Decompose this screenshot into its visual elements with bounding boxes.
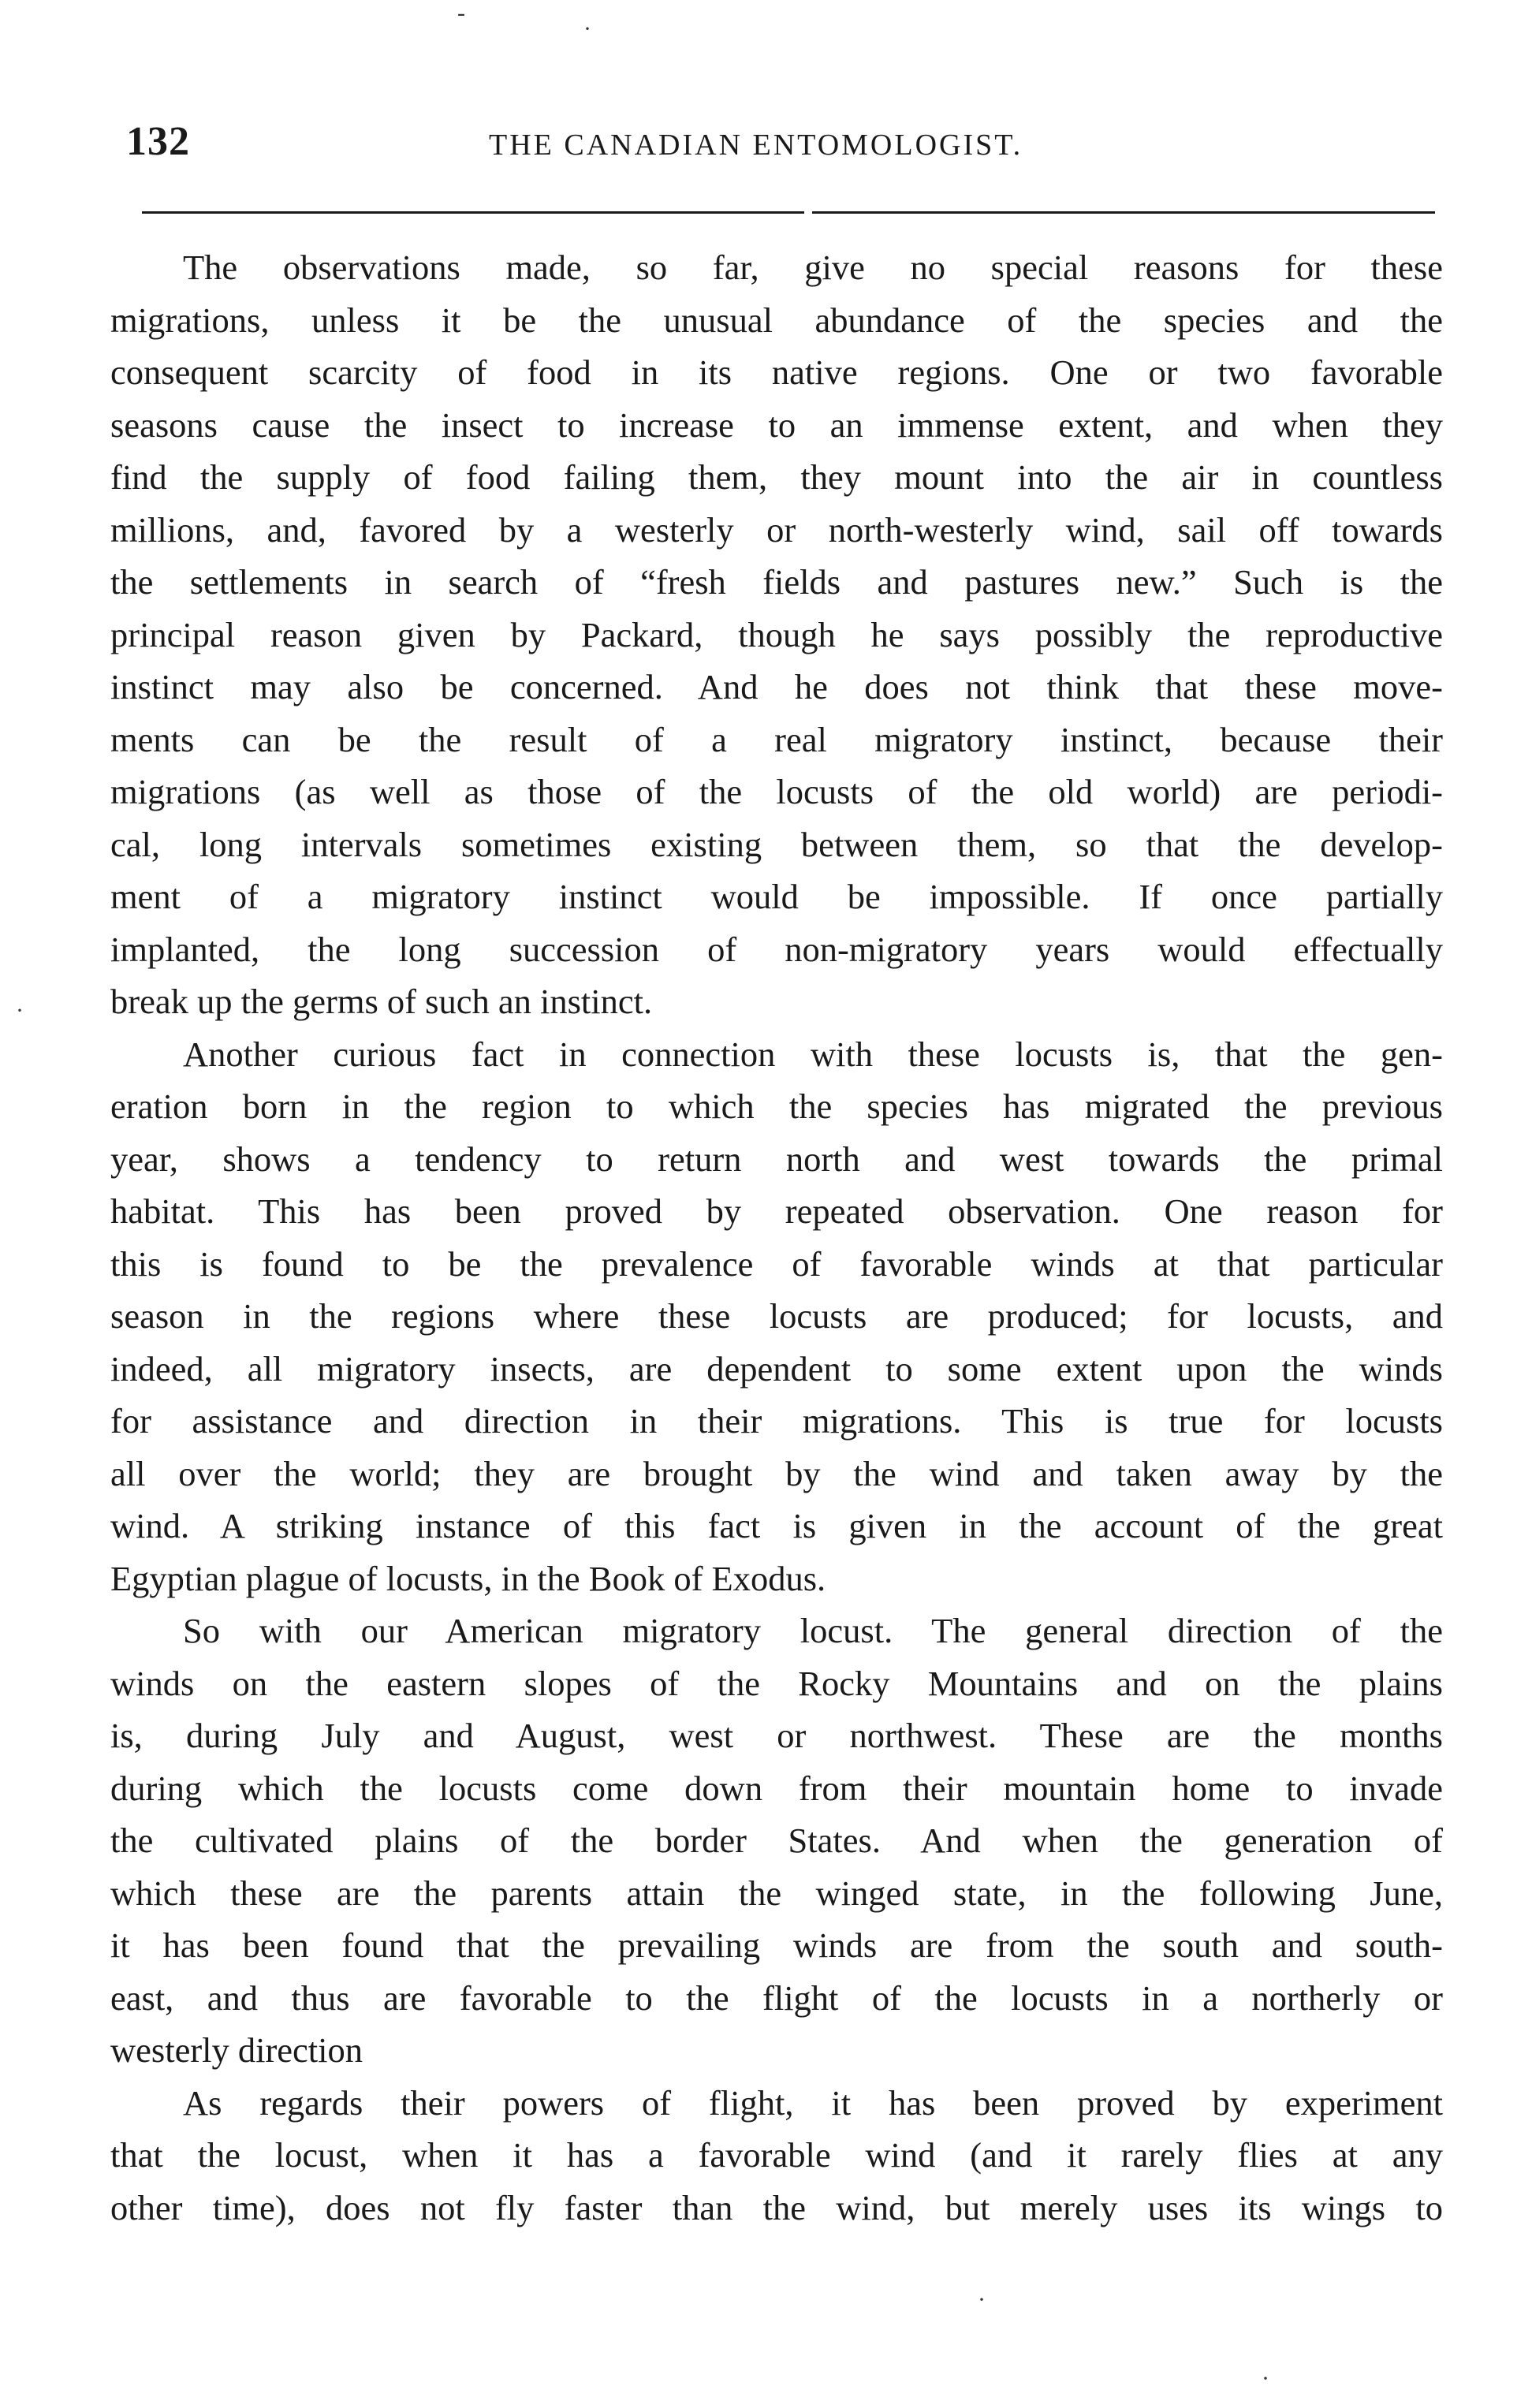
text-line: east, and thus are favorable to the flight of the locusts in a northerly or	[110, 1977, 1443, 2018]
text-line: So with our American migratory locust. The general direction of the	[183, 1611, 1443, 1650]
text-line: westerly direction	[110, 2030, 363, 2070]
text-line: season in the regions where these locusts are produced; for locusts, and	[110, 1296, 1443, 1336]
text-line: migrations, unless it be the unusual abundance of the species and the	[110, 300, 1443, 340]
text-line: habitat. This has been proved by repeated observation. One reason for	[110, 1191, 1443, 1231]
text-line: that the locust, when it has a favorable wind (and it rarely flies at any	[110, 2135, 1443, 2175]
text-line: seasons cause the insect to increase to an immense extent, and when they	[110, 404, 1443, 445]
text-line: winds on the eastern slopes of the Rocky Mountains and on the plains	[110, 1663, 1443, 1703]
text-line: As regards their powers of flight, it has been proved by experiment	[183, 2082, 1443, 2123]
text-line: the cultivated plains of the border States. And when the generation of	[110, 1821, 1443, 1860]
text-line: other time), does not fly faster than the wind, but merely uses its wings to	[110, 2187, 1443, 2227]
text-line: all over the world; they are brought by the wind and taken away by the	[110, 1453, 1443, 1493]
text-line: year, shows a tendency to return north and west towards the primal	[110, 1139, 1443, 1179]
text-line: ments can be the result of a real migratory instinct, because their	[110, 719, 1443, 759]
text-line: wind. A striking instance of this fact is given in the account of the great	[110, 1506, 1443, 1545]
body-text	[110, 241, 1443, 2234]
header-rule-right	[812, 211, 1435, 214]
header-rule-left	[142, 211, 804, 214]
text-line: migrations (as well as those of the locusts of the old world) are periodi-	[110, 772, 1443, 811]
print-speck: ·	[583, 16, 591, 42]
print-speck: -	[457, 0, 465, 26]
paragraph-4	[110, 2077, 1443, 2235]
text-line: it has been found that the prevailing winds are from the south and south-	[110, 1925, 1443, 1965]
paragraph-1	[110, 241, 1443, 1028]
text-line: principal reason given by Packard, though he says possibly the reproductive	[110, 614, 1443, 654]
running-head	[126, 118, 1435, 173]
text-line: indeed, all migratory insects, are dependent to some extent upon the winds	[110, 1348, 1443, 1389]
text-line: break up the germs of such an instinct.	[110, 982, 653, 1021]
journal-title: THE CANADIAN ENTOMOLOGIST.	[489, 129, 1023, 162]
text-line: find the supply of food failing them, they mount into the air in countless	[110, 457, 1443, 497]
page-number: 132	[126, 119, 190, 164]
print-speck: ·	[978, 2287, 986, 2313]
text-line: cal, long intervals sometimes existing between them, so that the develop-	[110, 824, 1443, 864]
text-line: implanted, the long succession of non-migratory years would effectually	[110, 929, 1443, 969]
text-line: eration born in the region to which the species has migrated the previous	[110, 1087, 1443, 1126]
text-line: millions, and, favored by a westerly or north-westerly wind, sail off towards	[110, 509, 1443, 550]
text-line: this is found to be the prevalence of favorable winds at that particular	[110, 1243, 1443, 1284]
text-line: Another curious fact in connection with these locusts is, that the gen-	[183, 1034, 1443, 1074]
print-speck: ·	[16, 997, 24, 1023]
print-speck: ·	[1262, 2365, 1269, 2391]
text-line: is, during July and August, west or northwest. These are the months	[110, 1716, 1443, 1755]
paragraph-2	[110, 1028, 1443, 1605]
text-line: instinct may also be concerned. And he does not think that these move-	[110, 667, 1443, 706]
text-line: the settlements in search of “fresh fields and pastures new.” Such is the	[110, 562, 1443, 602]
text-line: during which the locusts come down from their mountain home to invade	[110, 1768, 1443, 1808]
text-line: consequent scarcity of food in its native regions. One or two favorable	[110, 352, 1443, 392]
text-line: for assistance and direction in their migrations. This is true for locusts	[110, 1401, 1443, 1441]
paragraph-3	[110, 1605, 1443, 2077]
text-line: The observations made, so far, give no special reasons for these	[183, 248, 1443, 287]
text-line: which these are the parents attain the winged state, in the following June,	[110, 1873, 1443, 1913]
text-line: ment of a migratory instinct would be impossible. If once partially	[110, 877, 1443, 916]
text-line: Egyptian plague of locusts, in the Book of Exodus.	[110, 1558, 826, 1598]
